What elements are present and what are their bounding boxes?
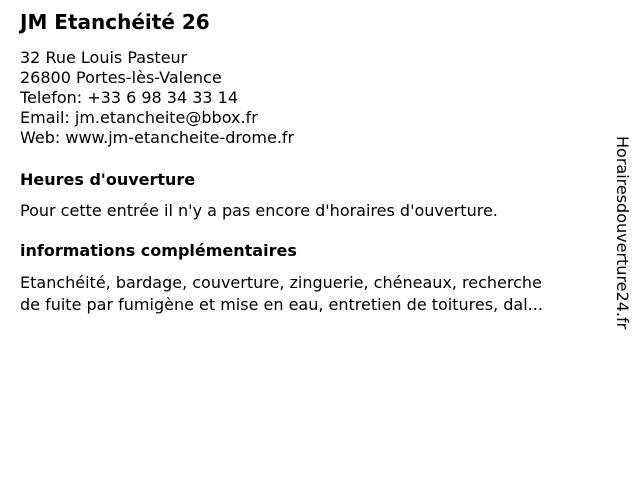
info-text-line-1: Etanchéité, bardage, couverture, zinguerie, chéneaux, recherche [20, 273, 542, 292]
address-block [20, 48, 600, 148]
hours-text: Pour cette entrée il n'y a pas encore d'horaires d'ouverture. [20, 201, 498, 220]
site-brand-watermark: Horairesdouverture24.fr [613, 136, 632, 330]
website-address: Web: www.jm-etancheite-drome.fr [20, 128, 295, 147]
street-address: 32 Rue Louis Pasteur [20, 48, 188, 67]
phone-number: Telefon: +33 6 98 34 33 14 [20, 88, 239, 107]
info-text-line-2: de fuite par fumigène et mise en eau, entretien de toitures, dal... [20, 295, 543, 314]
info-heading: informations complémentaires [20, 241, 297, 260]
email-address: Email: jm.etancheite@bbox.fr [20, 108, 258, 127]
info-text [20, 272, 600, 316]
business-card [20, 8, 600, 316]
postal-city: 26800 Portes-lès-Valence [20, 68, 222, 87]
business-name: JM Etanchéité 26 [20, 10, 210, 34]
hours-heading: Heures d'ouverture [20, 170, 196, 189]
